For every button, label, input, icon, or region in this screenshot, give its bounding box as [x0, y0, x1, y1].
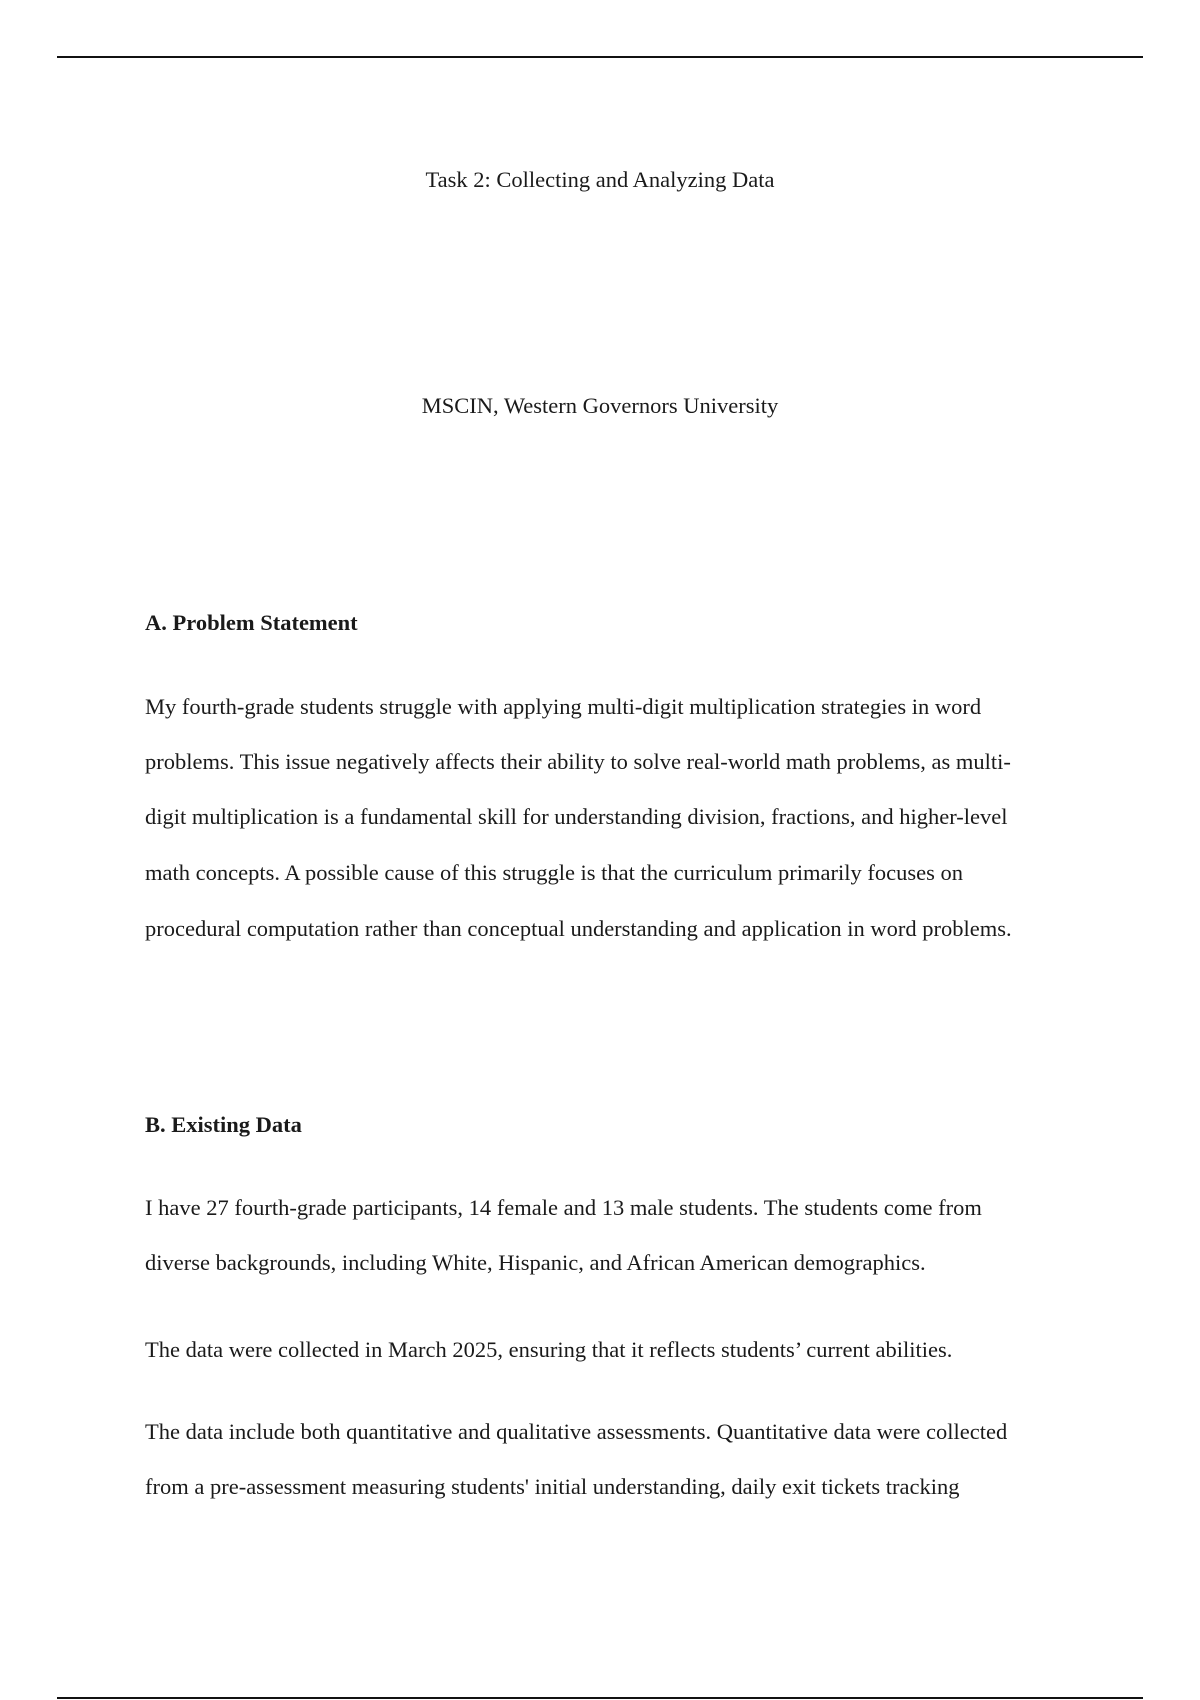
- section-a-line: digit multiplication is a fundamental skill for understanding division, fractions, and higher-level: [145, 804, 1008, 829]
- section-b-paragraph-1-line: I have 27 fourth-grade participants, 14 female and 13 male students. The students come from: [145, 1195, 982, 1220]
- section-b-heading: B. Existing Data: [145, 1112, 302, 1137]
- section-a-line: problems. This issue negatively affects their ability to solve real-world math problems, as multi-: [145, 749, 1011, 774]
- section-a-line: procedural computation rather than conceptual understanding and application in word problems.: [145, 916, 1012, 941]
- page-bottom-rule: [57, 1697, 1143, 1699]
- section-a-heading: A. Problem Statement: [145, 610, 358, 635]
- section-a-line: math concepts. A possible cause of this struggle is that the curriculum primarily focuses on: [145, 860, 963, 885]
- section-b-paragraph-3-line: The data include both quantitative and qualitative assessments. Quantitative data were collected: [145, 1419, 1008, 1444]
- section-a-line: My fourth-grade students struggle with applying multi-digit multiplication strategies in word: [145, 694, 982, 719]
- document-title: Task 2: Collecting and Analyzing Data: [425, 167, 775, 192]
- section-b-paragraph-2-line: The data were collected in March 2025, ensuring that it reflects students’ current abilities.: [145, 1337, 953, 1362]
- section-b-paragraph-3-line: from a pre-assessment measuring students' initial understanding, daily exit tickets tracking: [145, 1474, 960, 1499]
- author-affiliation: MSCIN, Western Governors University: [421, 393, 779, 418]
- page-top-rule: [57, 56, 1143, 58]
- section-b-paragraph-1-line: diverse backgrounds, including White, Hispanic, and African American demographics.: [145, 1250, 926, 1275]
